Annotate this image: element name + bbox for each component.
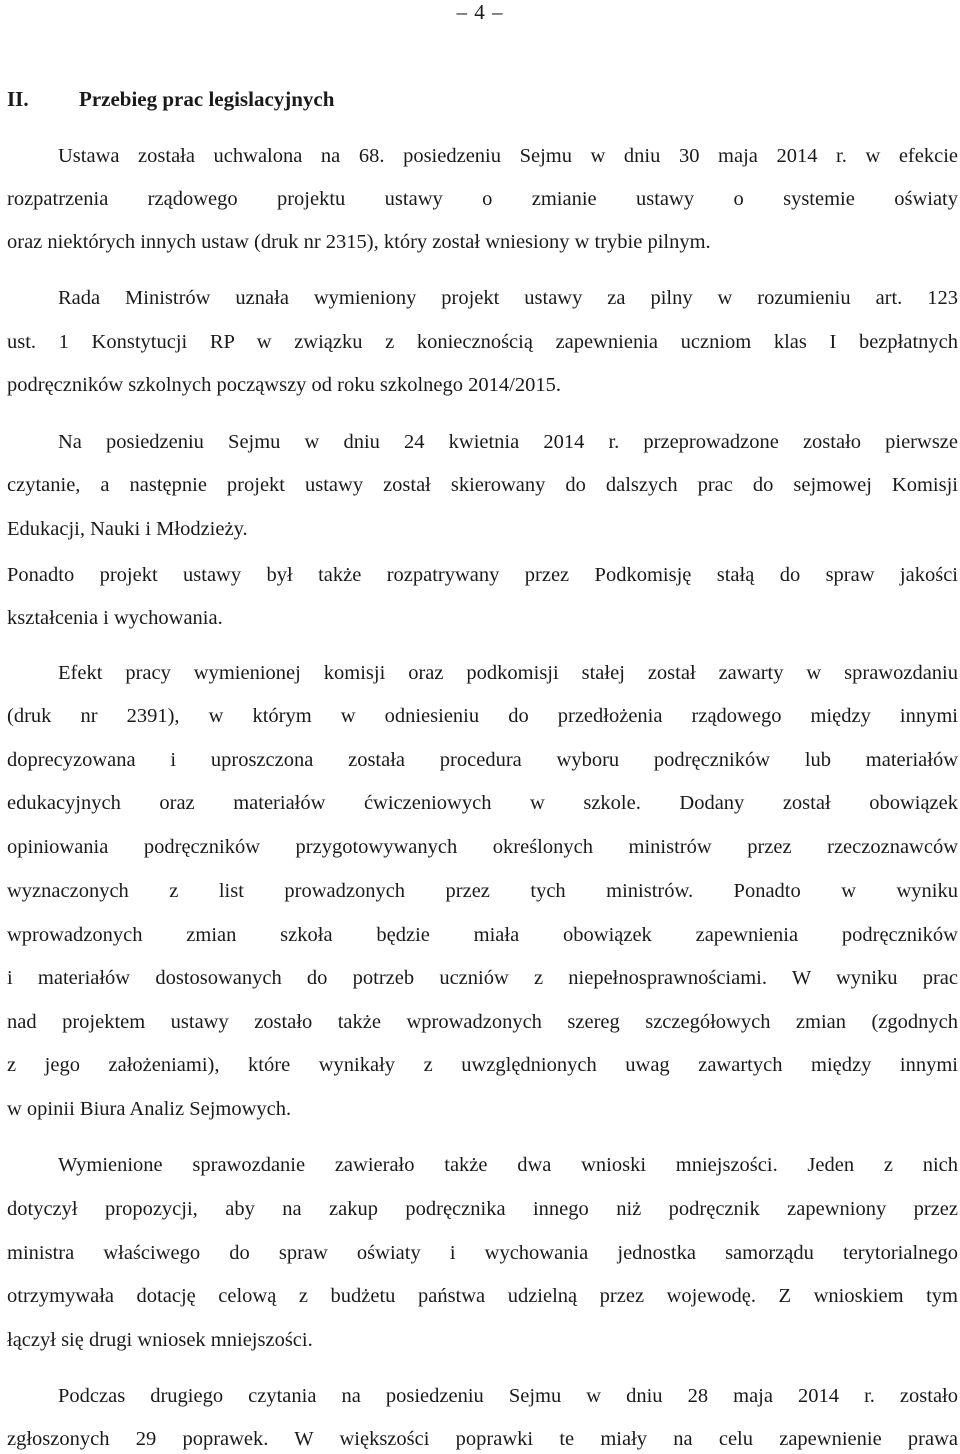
text-line: Wymienione sprawozdanie zawierało także dwa wnioski mniejszości. Jeden z nich <box>58 1154 958 1176</box>
text-line: otrzymywała dotację celową z budżetu państwa udzielną przez wojewodę. Z wnioskiem tym <box>7 1285 958 1307</box>
text-line: w opinii Biura Analiz Sejmowych. <box>7 1098 292 1120</box>
text-line: (druk nr 2391), w którym w odniesieniu do przedłożenia rządowego między innymi <box>7 705 958 727</box>
text-line: doprecyzowana i uproszczona została procedura wyboru podręczników lub materiałów <box>7 749 958 771</box>
text-line: edukacyjnych oraz materiałów ćwiczeniowych w szkole. Dodany został obowiązek <box>7 792 958 814</box>
section-title: Przebieg prac legislacyjnych <box>79 87 335 111</box>
text-line: zgłoszonych 29 poprawek. W większości poprawki te miały na celu zapewnienie prawa <box>7 1428 958 1450</box>
text-line: z jego założeniami), które wynikały z uwzględnionych uwag zawartych między innymi <box>7 1054 958 1076</box>
text-line: Na posiedzeniu Sejmu w dniu 24 kwietnia 2014 r. przeprowadzone zostało pierwsze <box>58 431 958 453</box>
text-line: Rada Ministrów uznała wymieniony projekt ustawy za pilny w rozumieniu art. 123 <box>58 287 958 309</box>
text-line: Edukacji, Nauki i Młodzieży. <box>7 518 248 540</box>
text-line: oraz niektórych innych ustaw (druk nr 2315), który został wniesiony w trybie pilnym. <box>7 231 711 253</box>
text-line: rozpatrzenia rządowego projektu ustawy o zmianie ustawy o systemie oświaty <box>7 188 958 210</box>
text-line: nad projektem ustawy zostało także wprowadzonych szereg szczegółowych zmian (zgodnych <box>7 1011 958 1033</box>
text-line: i materiałów dostosowanych do potrzeb uczniów z niepełnosprawnościami. W wyniku prac <box>7 967 958 989</box>
section-heading <box>7 84 334 114</box>
text-line: ministra właściwego do spraw oświaty i wychowania jednostka samorządu terytorialnego <box>7 1242 958 1264</box>
text-line: opiniowania podręczników przygotowywanych określonych ministrów przez rzeczoznawców <box>7 836 958 858</box>
text-line: Efekt pracy wymienionej komisji oraz podkomisji stałej został zawarty w sprawozdaniu <box>58 662 958 684</box>
text-line: czytanie, a następnie projekt ustawy został skierowany do dalszych prac do sejmowej Komisji <box>7 474 958 496</box>
text-line: Podczas drugiego czytania na posiedzeniu Sejmu w dniu 28 maja 2014 r. zostało <box>58 1385 958 1407</box>
text-line: Ponadto projekt ustawy był także rozpatrywany przez Podkomisję stałą do spraw jakości <box>7 564 958 586</box>
text-line: wyznaczonych z list prowadzonych przez tych ministrów. Ponadto w wyniku <box>7 880 958 902</box>
section-number: II. <box>7 87 29 111</box>
text-line: wprowadzonych zmian szkoła będzie miała obowiązek zapewnienia podręczników <box>7 924 958 946</box>
text-line: kształcenia i wychowania. <box>7 607 223 629</box>
text-line: podręczników szkolnych począwszy od roku szkolnego 2014/2015. <box>7 374 561 396</box>
text-line: Ustawa została uchwalona na 68. posiedzeniu Sejmu w dniu 30 maja 2014 r. w efekcie <box>58 145 958 167</box>
page-number: – 4 – <box>456 0 504 24</box>
text-line: ust. 1 Konstytucji RP w związku z koniecznością zapewnienia uczniom klas I bezpłatnych <box>7 331 958 353</box>
text-line: dotyczył propozycji, aby na zakup podręcznika innego niż podręcznik zapewniony przez <box>7 1198 958 1220</box>
text-line: łączył się drugi wniosek mniejszości. <box>7 1329 313 1351</box>
